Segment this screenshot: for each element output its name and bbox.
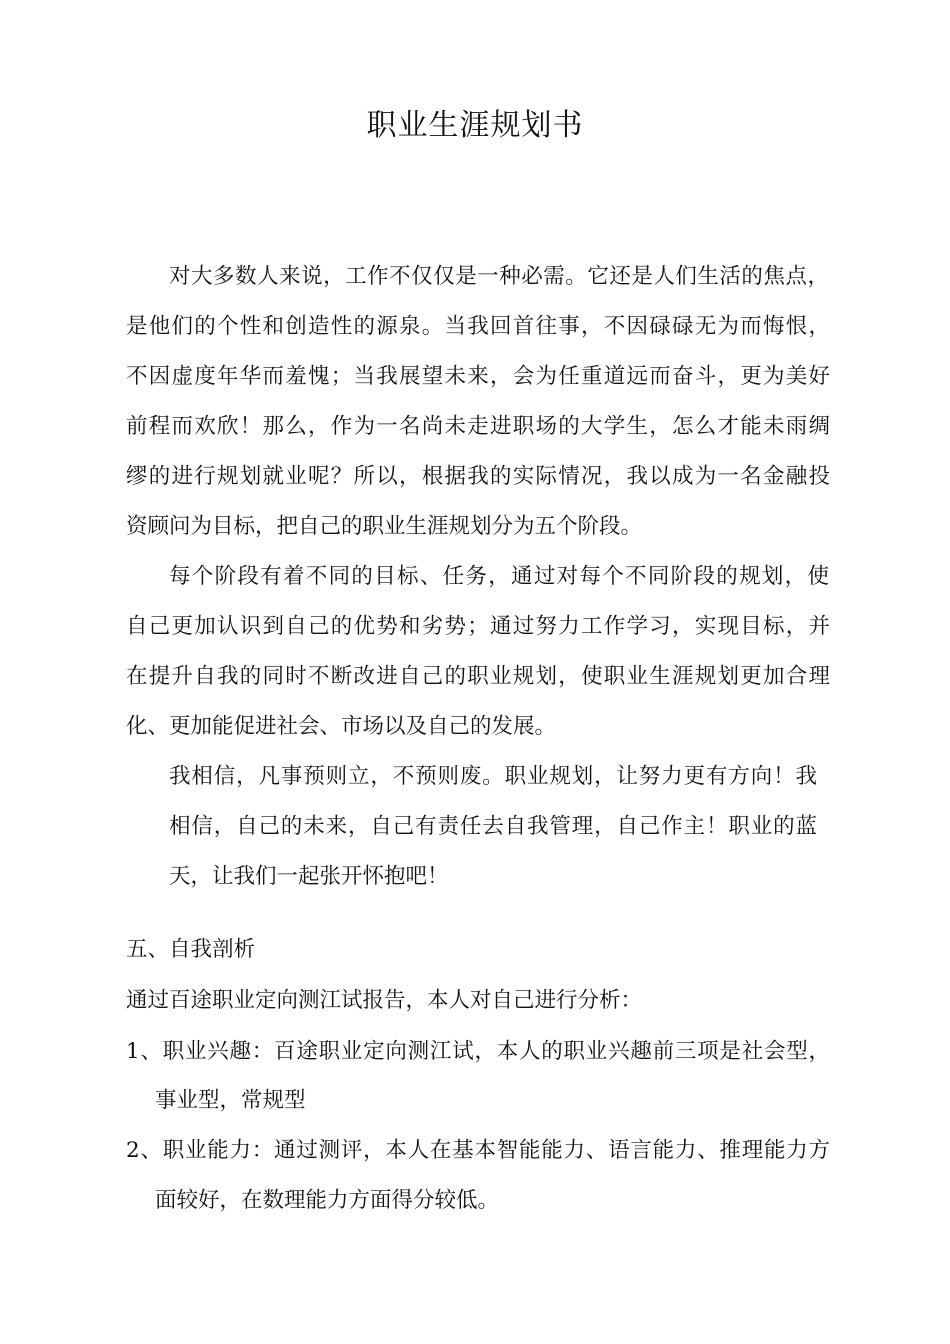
list-item-line: 2、职业能力：通过测评，本人在基本智能能力、语言能力、推理能力方 (126, 1138, 830, 1163)
text-line: 每个阶段有着不同的目标、任务，通过对每个不同阶段的规划，使 (169, 564, 829, 589)
text-line: 化、更加能促进社会、市场以及自己的发展。 (126, 714, 557, 739)
list-item-line: 1、职业兴趣：百途职业定向测江试，本人的职业兴趣前三项是社会型， (126, 1039, 830, 1064)
text-line: 对大多数人来说，工作不仅仅是一种必需。它还是人们生活的焦点， (169, 264, 829, 289)
section-heading: 五、自我剖析 (126, 937, 256, 962)
text-line: 在提升自我的同时不断改进自己的职业规划，使职业生涯规划更加合理 (126, 664, 830, 689)
text-line: 不因虚度年华而羞愧；当我展望未来，会为任重道远而奋斗，更为美好 (126, 364, 830, 389)
text-line: 天，让我们一起张开怀抱吧！ (169, 864, 449, 889)
text-line: 资顾问为目标，把自己的职业生涯规划分为五个阶段。 (126, 514, 643, 539)
text-line: 我相信，凡事预则立，不预则废。职业规划，让努力更有方向！我 (169, 764, 817, 789)
document-title: 职业生涯规划书 (366, 108, 584, 143)
text-line: 前程而欢欣！那么，作为一名尚未走进职场的大学生，怎么才能未雨绸 (126, 414, 830, 439)
text-line: 是他们的个性和创造性的源泉。当我回首往事，不因碌碌无为而悔恨， (126, 314, 830, 339)
list-item-line: 事业型，常规型 (155, 1088, 306, 1113)
text-line: 相信，自己的未来，自己有责任去自我管理，自己作主！职业的蓝 (169, 814, 817, 839)
text-line: 自己更加认识到自己的优势和劣势；通过努力工作学习，实现目标，并 (126, 614, 830, 639)
section-intro: 通过百途职业定向测江试报告，本人对自己进行分析： (126, 988, 643, 1013)
text-line: 缪的进行规划就业呢？所以，根据我的实际情况，我以成为一名金融投 (126, 464, 830, 489)
list-item-line: 面较好，在数理能力方面得分较低。 (155, 1188, 500, 1213)
